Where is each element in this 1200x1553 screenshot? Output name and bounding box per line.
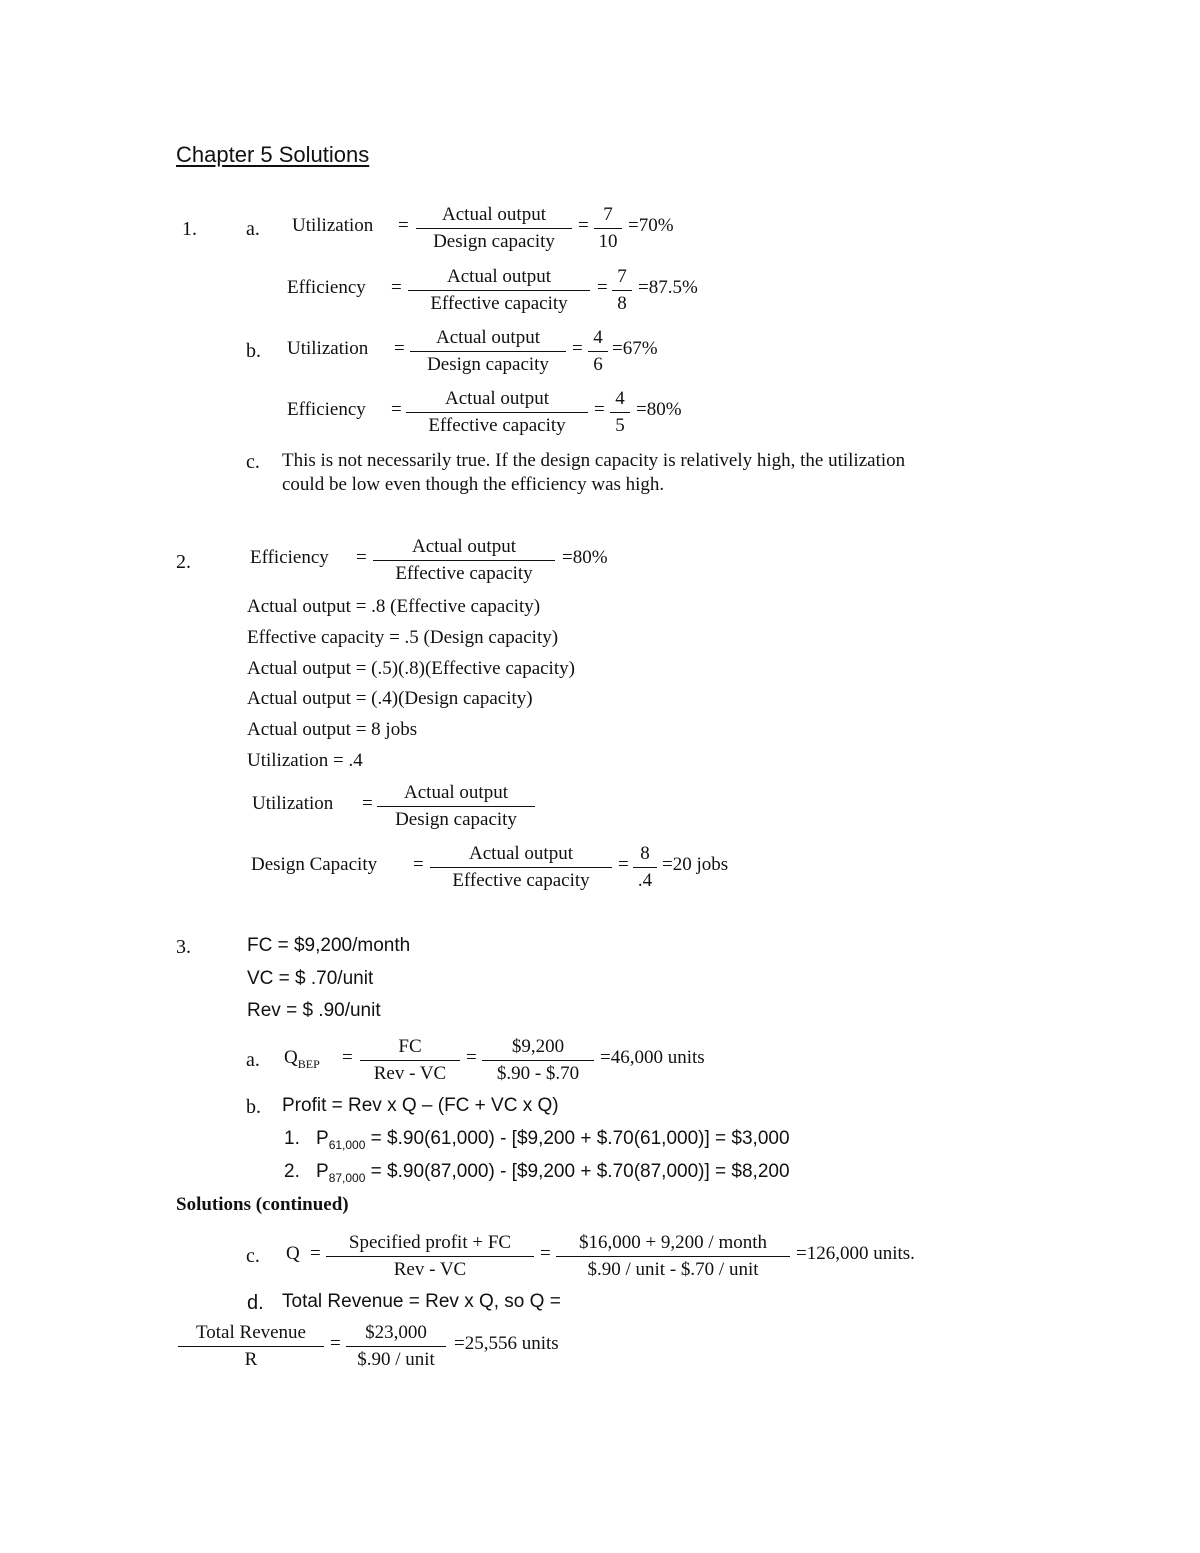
part-1c-text-line-1: This is not necessarily true. If the design capacity is relatively high, the utilization	[282, 450, 906, 471]
fraction-numerator: 7	[594, 202, 622, 229]
fraction-denominator: 6	[593, 354, 603, 375]
part-1c-text-line-2: could be low even though the efficiency was high.	[282, 474, 665, 495]
equals-sign: =	[330, 1333, 341, 1354]
profit-expression: = $.90(87,000) - [$9,200 + $.70(87,000)] = $8,200	[365, 1161, 790, 1182]
value-fraction	[610, 386, 630, 439]
part-3a-label: a.	[246, 1049, 260, 1071]
break-even-fraction	[360, 1034, 460, 1087]
profit-item	[316, 1128, 790, 1152]
efficiency-fraction	[408, 264, 590, 317]
part-1c-label: c.	[246, 451, 260, 473]
utilization-label: Utilization	[287, 338, 369, 359]
utilization-label: Utilization	[252, 793, 334, 814]
q-symbol: Q	[284, 1047, 298, 1068]
efficiency-label: Efficiency	[250, 547, 329, 568]
result-value: =67%	[612, 338, 658, 359]
continued-heading: Solutions (continued)	[176, 1194, 349, 1215]
equals-sign: =	[578, 215, 589, 236]
derivation-line: Actual output = 8 jobs	[247, 719, 418, 740]
part-3d-label: d.	[247, 1292, 264, 1314]
profit-symbol: P	[316, 1128, 329, 1149]
equals-sign: =	[594, 399, 605, 420]
result-value: =80%	[562, 547, 608, 568]
equals-sign: =	[466, 1047, 477, 1068]
efficiency-fraction	[406, 386, 588, 439]
fraction-denominator: $.90 / unit - $.70 / unit	[587, 1259, 759, 1280]
derivation-line: Actual output = (.5)(.8)(Effective capacity)	[247, 658, 575, 679]
fraction-numerator: Actual output	[430, 841, 612, 868]
fraction-denominator: 10	[598, 231, 618, 252]
value-fraction	[556, 1230, 790, 1283]
equals-sign: =	[394, 338, 405, 359]
fraction-numerator: 8	[633, 841, 657, 868]
derivation-line: Actual output = (.4)(Design capacity)	[247, 688, 533, 709]
value-fraction	[633, 841, 657, 894]
fraction-denominator: Design capacity	[395, 809, 517, 830]
result-value: =20 jobs	[662, 854, 729, 875]
given-revenue: Rev = $ .90/unit	[247, 1000, 381, 1021]
part-1b-label: b.	[246, 340, 261, 362]
fraction-denominator: R	[244, 1349, 258, 1370]
profit-item-label: 2.	[284, 1161, 300, 1182]
value-fraction	[346, 1320, 446, 1373]
equals-sign: =	[572, 338, 583, 359]
equals-sign: =	[391, 277, 402, 298]
result-value: =80%	[636, 399, 682, 420]
equals-sign: =	[362, 793, 373, 814]
profit-item-label: 1.	[284, 1128, 300, 1149]
result-value: =87.5%	[638, 277, 698, 298]
total-revenue-fraction	[178, 1320, 324, 1373]
fraction-numerator: Actual output	[377, 780, 535, 807]
result-value: =25,556 units	[454, 1333, 559, 1354]
fraction-denominator: $.90 / unit	[357, 1349, 435, 1370]
value-fraction	[594, 202, 622, 255]
fraction-numerator: $9,200	[482, 1034, 594, 1061]
fraction-denominator: Effective capacity	[430, 293, 568, 314]
design-capacity-label: Design Capacity	[251, 854, 378, 875]
fraction-denominator: Design capacity	[433, 231, 555, 252]
profit-subscript: 87,000	[328, 1170, 366, 1185]
fraction-denominator: Rev - VC	[373, 1063, 447, 1084]
result-value: =126,000 units.	[796, 1243, 915, 1264]
utilization-fraction	[377, 780, 535, 833]
fraction-numerator: Total Revenue	[178, 1320, 324, 1347]
given-variable-cost: VC = $ .70/unit	[247, 968, 374, 989]
value-fraction	[612, 264, 632, 317]
profit-formula: Profit = Rev x Q – (FC + VC x Q)	[282, 1095, 559, 1116]
equals-sign: =	[342, 1047, 353, 1068]
fraction-denominator: Effective capacity	[428, 415, 566, 436]
part-3c-label: c.	[246, 1245, 260, 1267]
equals-sign: =	[618, 854, 629, 875]
value-fraction	[482, 1034, 594, 1087]
profit-symbol: P	[316, 1161, 329, 1182]
equals-sign: =	[391, 399, 402, 420]
result-value: =70%	[628, 215, 674, 236]
equals-sign: =	[540, 1243, 551, 1264]
equals-sign: =	[310, 1243, 321, 1264]
fraction-numerator: Actual output	[416, 202, 572, 229]
fraction-numerator: Actual output	[410, 325, 566, 352]
utilization-label: Utilization	[292, 215, 374, 236]
fraction-denominator: Rev - VC	[393, 1259, 467, 1280]
part-1a-label: a.	[246, 218, 260, 240]
bep-subscript: BEP	[297, 1056, 320, 1071]
problem-1-number: 1.	[182, 218, 197, 240]
derivation-line: Actual output = .8 (Effective capacity)	[247, 596, 541, 617]
equals-sign: =	[398, 215, 409, 236]
fraction-numerator: 4	[610, 386, 630, 413]
given-fixed-cost: FC = $9,200/month	[247, 935, 411, 956]
utilization-fraction	[416, 202, 572, 255]
break-even-quantity	[284, 1047, 320, 1072]
derivation-line: Effective capacity = .5 (Design capacity)	[247, 627, 559, 648]
profit-subscript: 61,000	[328, 1137, 366, 1152]
fraction-numerator: Actual output	[408, 264, 590, 291]
efficiency-label: Efficiency	[287, 277, 366, 298]
derivation-line: Utilization = .4	[247, 750, 363, 771]
value-fraction	[588, 325, 608, 378]
fraction-denominator: $.90 - $.70	[496, 1063, 580, 1084]
profit-item	[316, 1161, 790, 1185]
q-symbol: Q	[286, 1243, 300, 1264]
problem-3-number: 3.	[176, 936, 191, 958]
fraction-numerator: 4	[588, 325, 608, 352]
equals-sign: =	[356, 547, 367, 568]
fraction-numerator: Actual output	[406, 386, 588, 413]
problem-2-number: 2.	[176, 551, 191, 573]
fraction-numerator: Actual output	[373, 534, 555, 561]
result-value: =46,000 units	[600, 1047, 705, 1068]
page-title: Chapter 5 Solutions	[176, 142, 370, 167]
profit-expression: = $.90(61,000) - [$9,200 + $.70(61,000)] = $3,000	[365, 1128, 790, 1149]
part-3b-label: b.	[246, 1096, 261, 1118]
fraction-denominator: 5	[615, 415, 625, 436]
equals-sign: =	[597, 277, 608, 298]
fraction-denominator: Effective capacity	[452, 870, 590, 891]
fraction-numerator: $23,000	[346, 1320, 446, 1347]
total-revenue-text: Total Revenue = Rev x Q, so Q =	[282, 1291, 561, 1312]
fraction-numerator: $16,000 + 9,200 / month	[556, 1230, 790, 1257]
design-capacity-fraction	[430, 841, 612, 894]
efficiency-label: Efficiency	[287, 399, 366, 420]
efficiency-fraction	[373, 534, 555, 587]
fraction-denominator: .4	[637, 870, 653, 891]
fraction-denominator: Effective capacity	[395, 563, 533, 584]
fraction-numerator: Specified profit + FC	[326, 1230, 534, 1257]
fraction-denominator: 8	[617, 293, 627, 314]
fraction-numerator: FC	[360, 1034, 460, 1061]
equals-sign: =	[413, 854, 424, 875]
fraction-denominator: Design capacity	[427, 354, 549, 375]
specified-profit-fraction	[326, 1230, 534, 1283]
utilization-fraction	[410, 325, 566, 378]
fraction-numerator: 7	[612, 264, 632, 291]
